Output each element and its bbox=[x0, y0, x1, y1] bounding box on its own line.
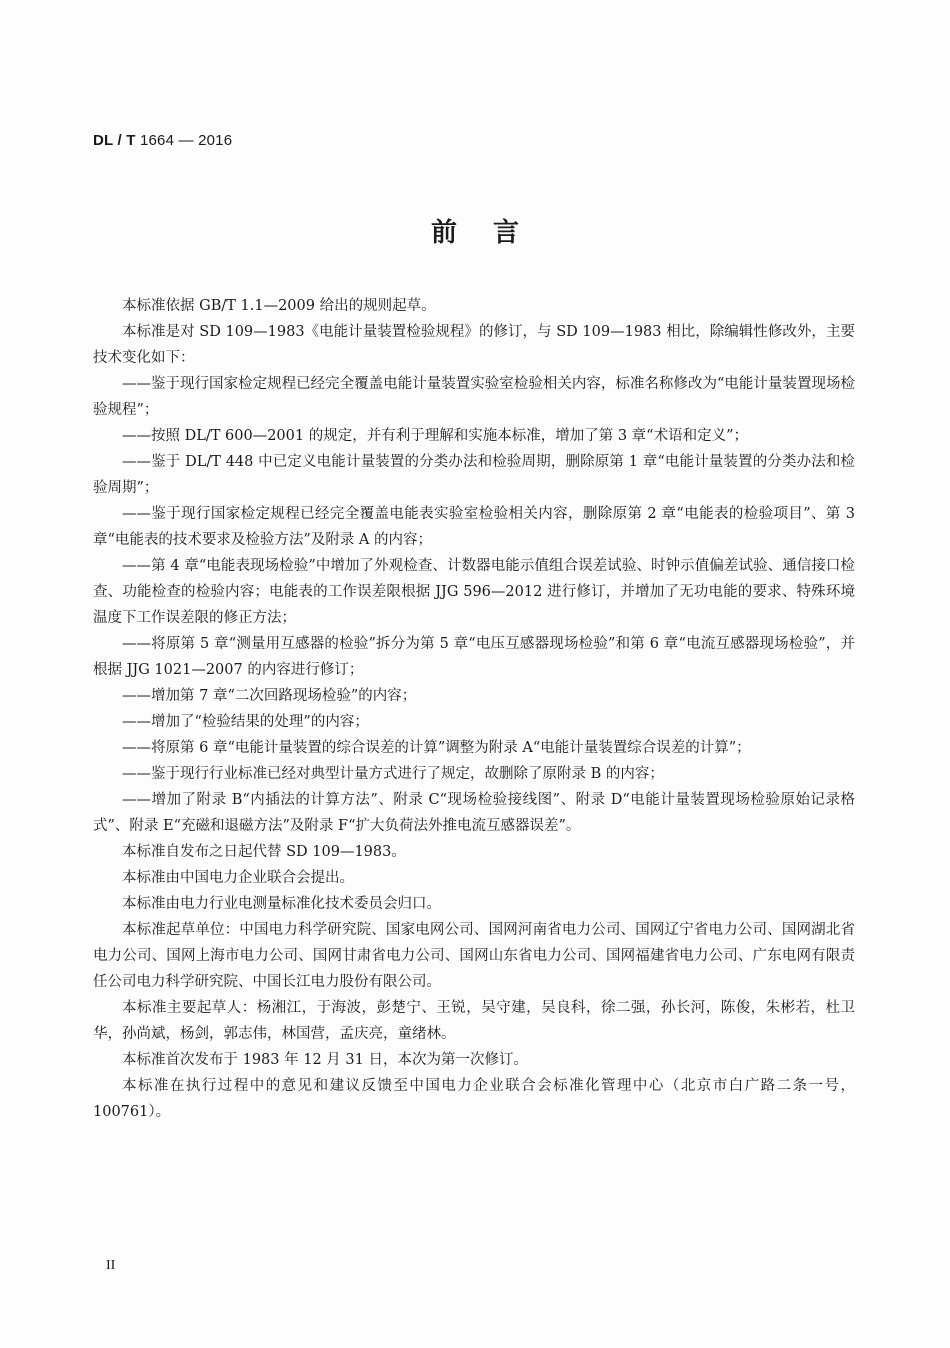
paragraph: ——增加了“检验结果的处理”的内容； bbox=[122, 714, 369, 730]
page-title: 前言 bbox=[430, 218, 555, 248]
paragraph: ——鉴于 DL/T 448 中已定义电能计量装置的分类办法和检验周期，删除原第 1 章“电能计量装置的分类办法和检验周期”； bbox=[93, 454, 855, 496]
paragraph: 本标准在执行过程中的意见和建议反馈至中国电力企业联合会标准化管理中心（北京市白广路二条一号，100761）。 bbox=[93, 1078, 855, 1120]
paragraph: ——将原第 5 章“测量用互感器的检验”拆分为第 5 章“电压互感器现场检验”和第 6 章“电流互感器现场检验”，并根据 JJG 1021—2007 的内容进行修订； bbox=[93, 636, 855, 678]
paragraph: ——增加第 7 章“二次回路现场检验”的内容； bbox=[122, 688, 417, 704]
document-code bbox=[93, 132, 232, 149]
paragraph: ——第 4 章“电能表现场检验”中增加了外观检查、计数器电能示值组合误差试验、时钟示值偏差试验、通信接口检查、功能检查的检验内容；电能表的工作误差限根据 JJG 596—2012 进行修订，并增加了无功电能的要求、特殊环境温度下工作误差限的修正方法； bbox=[93, 558, 855, 626]
paragraph: ——增加了附录 B“内插法的计算方法”、附录 C“现场检验接线图”、附录 D“电能计量装置现场检验原始记录格式”、附录 E“充磁和退磁方法”及附录 F“扩大负荷法外推电流互感器误差”。 bbox=[93, 792, 855, 834]
preface-body bbox=[93, 293, 855, 1125]
paragraph: 本标准依据 GB/T 1.1—2009 给出的规则起草。 bbox=[122, 298, 436, 314]
page-number: II bbox=[106, 1258, 116, 1273]
paragraph: 本标准起草单位：中国电力科学研究院、国家电网公司、国网河南省电力公司、国网辽宁省电力公司、国网湖北省电力公司、国网上海市电力公司、国网甘肃省电力公司、国网山东省电力公司、国网福建省电力公司、广东电网有限责任公司电力科学研究院、中国长江电力股份有限公司。 bbox=[93, 922, 855, 990]
paragraph: 本标准由电力行业电测量标准化技术委员会归口。 bbox=[122, 896, 441, 912]
paragraph: 本标准是对 SD 109—1983《电能计量装置检验规程》的修订，与 SD 109—1983 相比，除编辑性修改外，主要技术变化如下： bbox=[93, 324, 855, 366]
paragraph: ——按照 DL/T 600—2001 的规定，并有利于理解和实施本标准，增加了第 3 章“术语和定义”； bbox=[122, 428, 748, 444]
paragraph: ——鉴于现行国家检定规程已经完全覆盖电能表实验室检验相关内容，删除原第 2 章“电能表的检验项目”、第 3 章“电能表的技术要求及检验方法”及附录 A 的内容； bbox=[93, 506, 855, 548]
paragraph: 本标准自发布之日起代替 SD 109—1983。 bbox=[122, 844, 406, 860]
paragraph: 本标准首次发布于 1983 年 12 月 31 日，本次为第一次修订。 bbox=[122, 1052, 528, 1068]
paragraph: ——鉴于现行行业标准已经对典型计量方式进行了规定，故删除了原附录 B 的内容； bbox=[122, 766, 664, 782]
document-code-number: 1664 — 2016 bbox=[135, 132, 233, 149]
paragraph: ——鉴于现行国家检定规程已经完全覆盖电能计量装置实验室检验相关内容，标准名称修改为“电能计量装置现场检验规程”； bbox=[93, 376, 855, 418]
paragraph: 本标准由中国电力企业联合会提出。 bbox=[122, 870, 354, 886]
paragraph: 本标准主要起草人：杨湘江，于海波，彭楚宁、王锐，吴守建，吴良科，徐二强，孙长河，陈俊，朱彬若，杜卫华，孙尚斌，杨剑，郭志伟，林国营，孟庆亮，童绪林。 bbox=[93, 1000, 855, 1042]
paragraph: ——将原第 6 章“电能计量装置的综合误差的计算”调整为附录 A“电能计量装置综合误差的计算”； bbox=[122, 740, 751, 756]
document-code-prefix: DL / T bbox=[93, 132, 136, 149]
